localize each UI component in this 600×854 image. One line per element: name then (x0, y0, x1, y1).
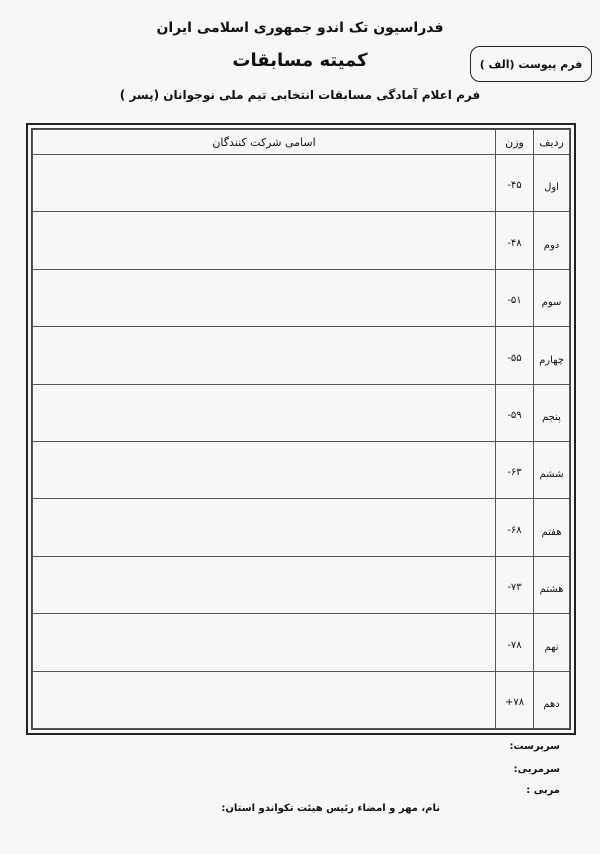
row-rank: نهم (534, 614, 570, 671)
row-name-field[interactable] (33, 384, 496, 441)
committee-title: کمیته مسابقات (232, 50, 368, 71)
row-name-field[interactable] (33, 155, 496, 212)
row-rank: هشتم (534, 556, 570, 613)
stamp-signature-label: نام، مهر و امضاء رئیس هیئت تکواندو استان: (221, 803, 440, 814)
header-names: اسامی شرکت کنندگان (33, 130, 496, 155)
row-name-field[interactable] (33, 327, 496, 384)
row-name-field[interactable] (33, 499, 496, 556)
table-row (33, 614, 570, 671)
row-rank: دوم (534, 212, 570, 269)
row-rank: اول (534, 155, 570, 212)
head-coach-label: سرمربی: (513, 764, 560, 775)
row-rank: هفتم (534, 499, 570, 556)
row-weight: -۷۸ (496, 614, 534, 671)
row-name-field[interactable] (33, 269, 496, 326)
federation-title: فدراسیون تک اندو جمهوری اسلامی ایران (156, 20, 444, 36)
supervisor-label: سرپرست: (509, 741, 560, 752)
row-name-field[interactable] (33, 441, 496, 498)
row-weight: -۷۳ (496, 556, 534, 613)
table-row (33, 212, 570, 269)
row-weight: +۷۸ (496, 671, 534, 728)
registration-table (32, 129, 570, 729)
coach-label: مربی : (526, 785, 560, 796)
row-name-field[interactable] (33, 556, 496, 613)
form-title: فرم اعلام آمادگی مسابقات انتخابی تیم ملی نوجوانان (پسر ) (119, 88, 481, 102)
table-row (33, 441, 570, 498)
registration-table-frame (26, 123, 576, 735)
row-rank: پنجم (534, 384, 570, 441)
table-row (33, 327, 570, 384)
row-weight: -۵۱ (496, 269, 534, 326)
row-name-field[interactable] (33, 671, 496, 728)
row-weight: -۶۳ (496, 441, 534, 498)
row-weight: -۴۵ (496, 155, 534, 212)
table-row (33, 269, 570, 326)
table-row (33, 155, 570, 212)
header-rank: ردیف (534, 130, 570, 155)
row-weight: -۴۸ (496, 212, 534, 269)
table-row (33, 556, 570, 613)
row-weight: -۶۸ (496, 499, 534, 556)
row-rank: ششم (534, 441, 570, 498)
row-rank: سوم (534, 269, 570, 326)
row-rank: چهارم (534, 327, 570, 384)
table-row (33, 671, 570, 728)
table-row (33, 384, 570, 441)
row-weight: -۵۹ (496, 384, 534, 441)
header-weight: وزن (496, 130, 534, 155)
row-weight: -۵۵ (496, 327, 534, 384)
row-rank: دهم (534, 671, 570, 728)
row-name-field[interactable] (33, 212, 496, 269)
table-header-row (33, 130, 570, 155)
table-row (33, 499, 570, 556)
attachment-badge: فرم پیوست (الف ) (470, 46, 592, 82)
row-name-field[interactable] (33, 614, 496, 671)
